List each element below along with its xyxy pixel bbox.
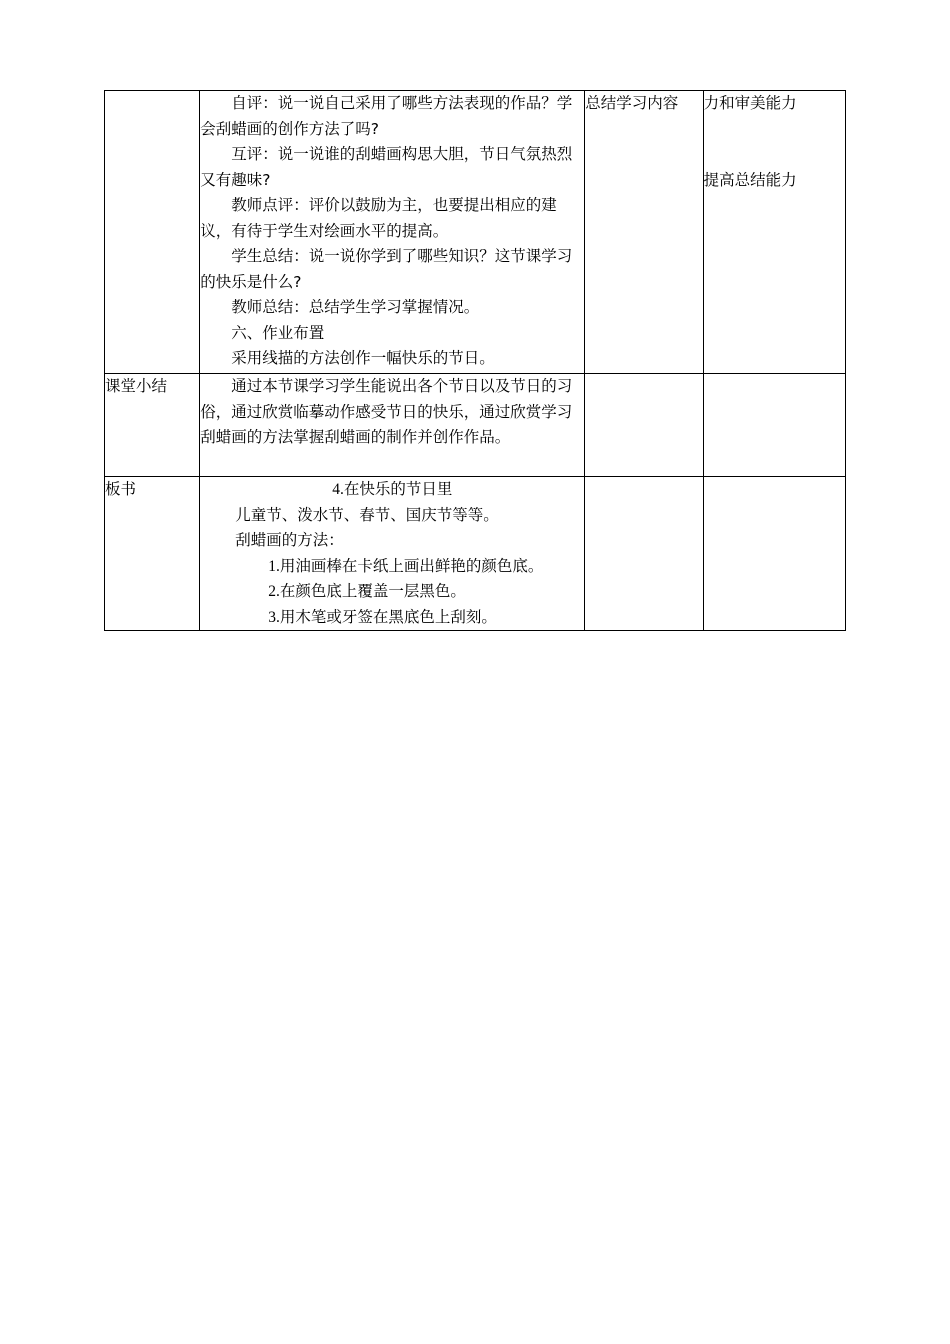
method-step: 1.用油画棒在卡纸上画出鲜艳的颜色底。 — [268, 557, 544, 575]
row-label: 板书 — [105, 477, 200, 631]
summary-content — [200, 374, 585, 477]
student-activity-cell: 总结学习内容 — [585, 91, 703, 374]
empty-cell — [703, 374, 845, 477]
design-intent-line: 力和审美能力 — [703, 94, 797, 112]
lesson-plan-table — [104, 90, 846, 631]
row-label: 课堂小结 — [105, 374, 200, 477]
method-step: 2.在颜色底上覆盖一层黑色。 — [268, 583, 466, 600]
teacher-comment-text: 教师点评：评价以鼓励为主，也要提出相应的建议，有待于学生对绘画水平的提高。 — [200, 196, 557, 240]
self-evaluation-text: 自评：说一说自己采用了哪些方法表现的作品？学会刮蜡画的创作方法了吗? — [200, 94, 573, 138]
method-heading: 刮蜡画的方法： — [235, 531, 344, 549]
homework-text: 采用线描的方法创作一幅快乐的节日。 — [231, 349, 495, 367]
empty-cell — [585, 374, 703, 477]
empty-cell — [585, 477, 703, 631]
festivals-list: 儿童节、泼水节、春节、国庆节等等。 — [235, 505, 499, 524]
student-summary-text: 学生总结：说一说你学到了哪些知识？这节课学习的快乐是什么? — [200, 247, 573, 291]
method-step: 3.用木笔或牙签在黑底色上刮刻。 — [268, 608, 497, 626]
peer-evaluation-text: 互评：说一说谁的刮蜡画构思大胆，节日气氛热烈又有趣味? — [200, 145, 573, 189]
design-intent-cell — [703, 91, 845, 374]
blackboard-content — [200, 477, 585, 631]
summary-text: 通过本节课学习学生能说出各个节日以及节日的习俗，通过欣赏临摹动作感受节日的快乐，通过欣赏学习刮蜡画的方法掌握刮蜡画的制作并创作作品。 — [200, 377, 573, 446]
teacher-summary-text: 教师总结：总结学生学习掌握情况。 — [231, 298, 480, 316]
homework-heading: 六、作业布置 — [231, 323, 325, 342]
summary-row — [105, 374, 846, 477]
empty-cell — [703, 477, 845, 631]
design-intent-line: 提高总结能力 — [703, 170, 797, 189]
row-label — [105, 91, 200, 374]
blackboard-row — [105, 477, 846, 631]
blackboard-title: 4.在快乐的节日里 — [332, 481, 453, 498]
evaluation-content — [200, 91, 585, 374]
evaluation-row — [105, 91, 846, 374]
